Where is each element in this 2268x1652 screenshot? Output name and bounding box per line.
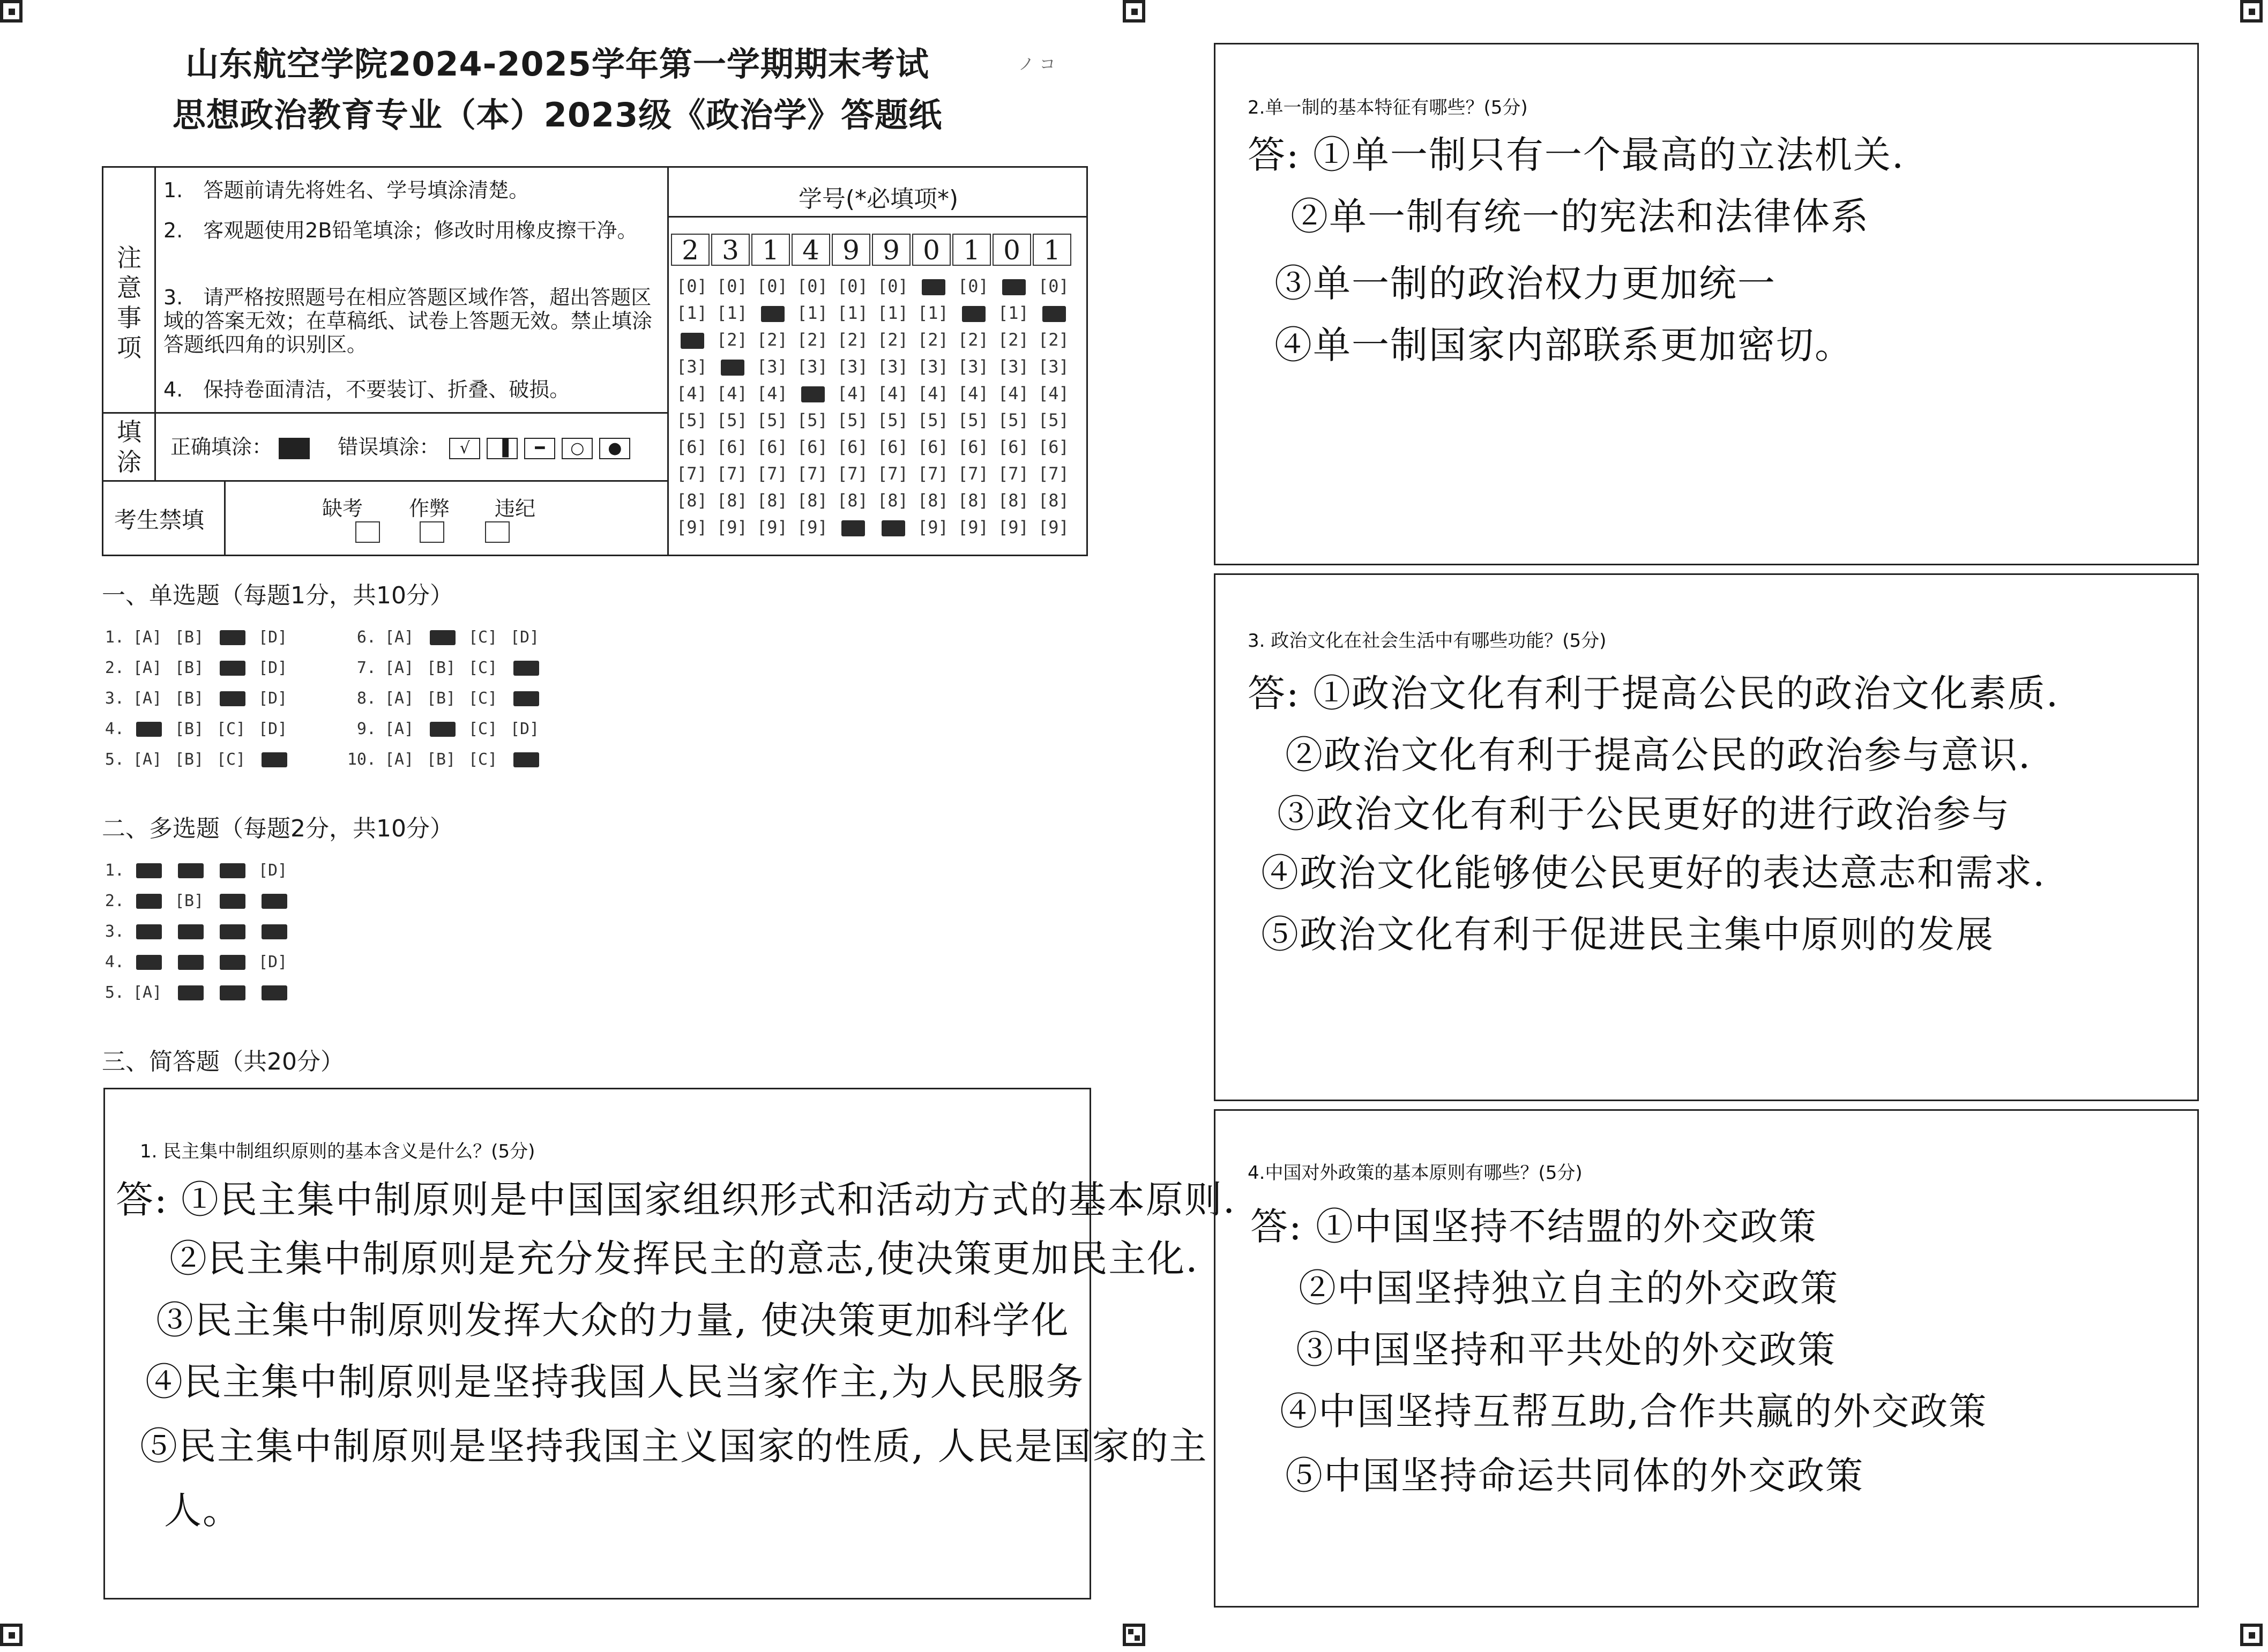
answer-box-q3[interactable] bbox=[1214, 573, 2199, 1101]
choice-option-c[interactable] bbox=[217, 922, 258, 941]
choice-row bbox=[91, 720, 300, 738]
student-id-bubble[interactable]: [7] bbox=[998, 464, 1029, 484]
student-id-digit-cell[interactable]: 4 bbox=[792, 234, 830, 266]
student-id-bubble[interactable]: [8] bbox=[837, 490, 868, 511]
notice-item-3: 3. 请严格按照题号在相应答题区域作答，超出答题区域的答案无效；在草稿纸、试卷上答题无效。禁止填涂答题纸四角的识别区。 bbox=[163, 286, 653, 356]
choice-option-a[interactable]: [A] bbox=[385, 750, 414, 769]
correct-fill-label: 正确填涂： bbox=[170, 435, 273, 459]
student-id-bubble[interactable]: [6] bbox=[998, 437, 1029, 457]
student-id-bubble[interactable]: [5] bbox=[837, 410, 868, 430]
student-id-bubble[interactable]: [3] bbox=[998, 356, 1029, 377]
choice-number: 10. bbox=[347, 750, 376, 769]
choice-option-a[interactable]: [A] bbox=[385, 628, 414, 647]
answer-3-line-5: ⑤政治文化有利于促进民主集中原则的发展 bbox=[1261, 913, 1994, 956]
wrong-fill-dot: ● bbox=[599, 438, 630, 459]
student-id-bubble[interactable] bbox=[1038, 303, 1073, 323]
flag-violation-box[interactable] bbox=[485, 521, 510, 543]
student-id-bubble[interactable]: [7] bbox=[877, 464, 908, 484]
choice-row bbox=[91, 861, 300, 880]
choice-option-b[interactable] bbox=[175, 953, 217, 971]
flag-cheat-label: 作弊 bbox=[409, 497, 450, 520]
answer-1-line-1: 答: ①民主集中制原则是中国国家组织形式和活动方式的基本原则. bbox=[116, 1178, 1236, 1222]
fill-examples bbox=[170, 430, 633, 460]
choice-option-b[interactable] bbox=[175, 922, 217, 941]
notice-item-4: 4. 保持卷面清洁，不要装订、折叠、破损。 bbox=[163, 378, 570, 401]
student-id-bubble[interactable]: [4] bbox=[958, 383, 989, 403]
student-id-bubble[interactable]: [2] bbox=[1038, 330, 1069, 350]
choice-option-d[interactable] bbox=[510, 750, 552, 769]
choice-option-c[interactable]: [C] bbox=[468, 659, 498, 677]
choice-option-b[interactable]: [B] bbox=[175, 892, 204, 910]
student-id-bubble[interactable]: [8] bbox=[877, 490, 908, 511]
choice-number: 2. bbox=[105, 892, 124, 910]
student-id-digit-cell[interactable]: 1 bbox=[751, 234, 790, 266]
choice-option-c[interactable] bbox=[217, 689, 258, 708]
student-id-bubble[interactable]: [5] bbox=[877, 410, 908, 430]
choice-option-b[interactable]: [B] bbox=[175, 659, 204, 677]
answer-3-line-3: ③政治文化有利于公民更好的进行政治参与 bbox=[1277, 792, 2010, 836]
student-id-bubble[interactable]: [0] bbox=[676, 276, 707, 296]
choice-option-b[interactable] bbox=[175, 861, 217, 880]
choice-option-d[interactable]: [D] bbox=[510, 628, 540, 647]
student-id-bubble[interactable]: [5] bbox=[757, 410, 788, 430]
choice-row bbox=[343, 628, 552, 647]
section2-title: 二、多选题（每题2分，共10分） bbox=[102, 815, 453, 842]
choice-option-d[interactable] bbox=[510, 689, 552, 708]
corner-mark-top-right bbox=[2240, 0, 2263, 23]
choice-option-d[interactable]: [D] bbox=[258, 628, 288, 647]
student-id-bubble[interactable]: [6] bbox=[757, 437, 788, 457]
corner-mark-bottom-center bbox=[1123, 1624, 1145, 1646]
choice-number: 7. bbox=[356, 659, 376, 677]
student-id-bubble[interactable]: [8] bbox=[757, 490, 788, 511]
answer-4-line-3: ③中国坚持和平共处的外交政策 bbox=[1296, 1328, 1836, 1372]
choice-row bbox=[91, 983, 300, 1002]
answer-3-line-2: ②政治文化有利于提高公民的政治参与意识. bbox=[1285, 733, 2032, 777]
student-id-bubble[interactable]: [9] bbox=[998, 517, 1029, 537]
student-id-bubble[interactable] bbox=[998, 276, 1033, 296]
student-id-bubble[interactable]: [6] bbox=[797, 437, 828, 457]
examinee-forbidden-label: 考生禁填 bbox=[114, 507, 205, 533]
student-id-bubble[interactable]: [8] bbox=[917, 490, 949, 511]
fill-label: 填涂 bbox=[117, 417, 141, 476]
choice-option-b[interactable]: [B] bbox=[175, 720, 204, 738]
student-id-bubble[interactable]: [1] bbox=[717, 303, 748, 323]
answer-4-line-5: ⑤中国坚持命运共同体的外交政策 bbox=[1285, 1454, 1864, 1498]
student-id-bubble[interactable] bbox=[837, 517, 872, 537]
choice-option-a[interactable] bbox=[133, 922, 175, 941]
choice-number: 5. bbox=[105, 983, 124, 1002]
answer-2-line-1: 答: ①单一制只有一个最高的立法机关. bbox=[1248, 133, 1905, 177]
student-id-bubble[interactable]: [2] bbox=[958, 330, 989, 350]
choice-option-c[interactable]: [C] bbox=[468, 628, 498, 647]
student-id-bubble[interactable]: [0] bbox=[877, 276, 908, 296]
student-id-bubble[interactable]: [3] bbox=[917, 356, 949, 377]
answer-box-q4[interactable] bbox=[1214, 1109, 2199, 1608]
choice-option-c[interactable]: [C] bbox=[468, 720, 498, 738]
student-id-digit-cell[interactable]: 9 bbox=[872, 234, 911, 266]
choice-row bbox=[91, 628, 300, 647]
student-id-bubble[interactable]: [6] bbox=[958, 437, 989, 457]
corner-mark-top-left bbox=[0, 0, 23, 23]
answer-1-line-4: ④民主集中制原则是坚持我国人民当家作主,为人民服务 bbox=[145, 1360, 1085, 1404]
student-id-bubble[interactable]: [1] bbox=[917, 303, 949, 323]
answer-2-line-4: ④单一制国家内部联系更加密切。 bbox=[1274, 323, 1853, 367]
section3-title: 三、简答题（共20分） bbox=[102, 1048, 344, 1075]
answer-1-line-2: ②民主集中制原则是充分发挥民主的意志,使决策更加民主化. bbox=[169, 1237, 1199, 1281]
choice-row bbox=[91, 750, 300, 769]
student-id-bubble[interactable]: [9] bbox=[797, 517, 828, 537]
choice-option-c[interactable] bbox=[217, 659, 258, 677]
student-id-bubble[interactable]: [3] bbox=[757, 356, 788, 377]
choice-number: 4. bbox=[105, 953, 124, 971]
choice-option-b[interactable]: [B] bbox=[175, 750, 204, 769]
student-id-bubble[interactable]: [9] bbox=[676, 517, 707, 537]
answer-4-line-4: ④中国坚持互帮互助,合作共赢的外交政策 bbox=[1280, 1389, 1988, 1433]
student-id-bubble[interactable]: [0] bbox=[757, 276, 788, 296]
student-id-bubble[interactable]: [4] bbox=[676, 383, 707, 403]
student-id-bubble[interactable]: [9] bbox=[958, 517, 989, 537]
student-id-bubble[interactable]: [4] bbox=[917, 383, 949, 403]
choice-option-b[interactable] bbox=[175, 983, 217, 1002]
choice-number: 6. bbox=[356, 628, 376, 647]
choice-option-c[interactable] bbox=[217, 983, 258, 1002]
choice-option-a[interactable]: [A] bbox=[133, 659, 162, 677]
choice-option-d[interactable] bbox=[258, 892, 300, 910]
question-1-prompt: 1. 民主集中制组织原则的基本含义是什么？(5分) bbox=[140, 1141, 535, 1162]
wrong-fill-check: √ bbox=[449, 438, 480, 459]
choice-option-b[interactable]: [B] bbox=[427, 689, 456, 708]
student-id-bubble[interactable]: [7] bbox=[757, 464, 788, 484]
choice-option-c[interactable] bbox=[217, 953, 258, 971]
student-id-bubble[interactable]: [3] bbox=[877, 356, 908, 377]
notice-item-1: 1. 答题前请先将姓名、学号填涂清楚。 bbox=[163, 178, 529, 202]
student-id-bubble[interactable]: [9] bbox=[1038, 517, 1069, 537]
student-id-bubble[interactable]: [2] bbox=[717, 330, 748, 350]
student-id-bubble[interactable]: [7] bbox=[958, 464, 989, 484]
choice-option-d[interactable] bbox=[258, 922, 300, 941]
choice-option-c[interactable]: [C] bbox=[217, 750, 246, 769]
choice-option-a[interactable] bbox=[133, 861, 175, 880]
student-id-bubble[interactable] bbox=[917, 276, 953, 296]
student-id-bubble[interactable] bbox=[676, 330, 712, 350]
student-id-bubble[interactable]: [6] bbox=[917, 437, 949, 457]
student-id-bubble[interactable]: [3] bbox=[837, 356, 868, 377]
section1-title: 一、单选题（每题1分，共10分） bbox=[102, 582, 453, 609]
student-id-label: 学号(*必填项*) bbox=[798, 185, 959, 213]
student-id-bubble[interactable] bbox=[797, 383, 832, 403]
student-id-bubble[interactable]: [5] bbox=[676, 410, 707, 430]
student-id-bubble[interactable]: [8] bbox=[958, 490, 989, 511]
choice-option-d[interactable]: [D] bbox=[258, 720, 288, 738]
student-id-bubble[interactable]: [7] bbox=[1038, 464, 1069, 484]
student-id-bubble[interactable]: [7] bbox=[797, 464, 828, 484]
student-id-bubble[interactable]: [0] bbox=[1038, 276, 1069, 296]
student-id-bubble[interactable]: [8] bbox=[1038, 490, 1069, 511]
choice-option-a[interactable]: [A] bbox=[133, 750, 162, 769]
student-id-bubble[interactable]: [5] bbox=[797, 410, 828, 430]
choice-option-a[interactable]: [A] bbox=[385, 689, 414, 708]
answer-box-q2[interactable] bbox=[1214, 43, 2199, 565]
student-id-bubble[interactable]: [3] bbox=[797, 356, 828, 377]
choice-option-a[interactable]: [A] bbox=[133, 983, 162, 1002]
choice-option-c[interactable] bbox=[217, 628, 258, 647]
choice-option-d[interactable] bbox=[258, 983, 300, 1002]
choice-option-b[interactable] bbox=[427, 628, 468, 647]
choice-option-d[interactable] bbox=[258, 750, 300, 769]
student-id-bubble[interactable]: [7] bbox=[917, 464, 949, 484]
student-id-bubble[interactable]: [0] bbox=[717, 276, 748, 296]
corner-scribble: ノ コ bbox=[1018, 55, 1056, 74]
choice-row bbox=[343, 689, 552, 708]
wrong-fill-bar: ▐ bbox=[487, 438, 518, 459]
choice-number: 3. bbox=[105, 922, 124, 941]
answer-3-line-4: ④政治文化能够使公民更好的表达意志和需求. bbox=[1261, 851, 2046, 895]
choice-option-b[interactable] bbox=[427, 720, 468, 738]
flag-absent-label: 缺考 bbox=[322, 497, 363, 520]
choice-row bbox=[343, 750, 552, 769]
student-id-bubble[interactable]: [9] bbox=[917, 517, 949, 537]
choice-option-c[interactable]: [C] bbox=[468, 750, 498, 769]
wrong-fill-label: 错误填涂： bbox=[338, 435, 440, 459]
student-id-bubble[interactable]: [4] bbox=[998, 383, 1029, 403]
choice-option-a[interactable]: [A] bbox=[385, 659, 414, 677]
choice-number: 9. bbox=[356, 720, 376, 738]
student-id-digit-cell[interactable]: 1 bbox=[952, 234, 991, 266]
choice-number: 4. bbox=[105, 720, 124, 738]
student-id-bubble[interactable]: [7] bbox=[717, 464, 748, 484]
answer-1-line-6: 人。 bbox=[164, 1489, 241, 1533]
student-id-bubble[interactable]: [1] bbox=[797, 303, 828, 323]
choice-option-d[interactable]: [D] bbox=[258, 953, 288, 971]
student-id-bubble[interactable]: [2] bbox=[797, 330, 828, 350]
student-id-bubble[interactable]: [4] bbox=[757, 383, 788, 403]
flag-violation-label: 违纪 bbox=[495, 497, 536, 520]
student-id-bubble[interactable]: [8] bbox=[797, 490, 828, 511]
student-id-bubble[interactable]: [2] bbox=[757, 330, 788, 350]
student-id-bubble[interactable]: [3] bbox=[676, 356, 707, 377]
student-id-bubble[interactable]: [4] bbox=[717, 383, 748, 403]
student-id-bubble[interactable]: [2] bbox=[917, 330, 949, 350]
choice-row bbox=[91, 689, 300, 708]
corner-mark-top-center bbox=[1123, 0, 1145, 23]
choice-number: 2. bbox=[105, 659, 124, 677]
student-id-bubble[interactable]: [3] bbox=[1038, 356, 1069, 377]
choice-option-b[interactable]: [B] bbox=[175, 628, 204, 647]
choice-option-d[interactable]: [D] bbox=[258, 689, 288, 708]
student-id-bubble[interactable]: [1] bbox=[837, 303, 868, 323]
choice-row bbox=[91, 922, 300, 941]
student-id-bubble[interactable]: [7] bbox=[837, 464, 868, 484]
student-id-bubble[interactable]: [5] bbox=[998, 410, 1029, 430]
choice-row bbox=[91, 659, 300, 677]
student-id-bubble[interactable] bbox=[958, 303, 993, 323]
choice-row bbox=[91, 892, 300, 910]
choice-option-a[interactable]: [A] bbox=[133, 628, 162, 647]
student-id-bubble[interactable]: [5] bbox=[958, 410, 989, 430]
question-3-prompt: 3. 政治文化在社会生活中有哪些功能？(5分) bbox=[1248, 630, 1607, 652]
student-id-bubble[interactable]: [0] bbox=[797, 276, 828, 296]
student-id-bubble[interactable]: [6] bbox=[717, 437, 748, 457]
student-id-bubble[interactable]: [6] bbox=[676, 437, 707, 457]
wrong-fill-dash: ━ bbox=[524, 438, 555, 459]
student-id-bubble[interactable]: [2] bbox=[837, 330, 868, 350]
answer-box-q1[interactable] bbox=[103, 1088, 1236, 1599]
choice-option-a[interactable] bbox=[133, 720, 175, 738]
student-id-bubble[interactable]: [7] bbox=[676, 464, 707, 484]
student-id-bubble[interactable]: [9] bbox=[757, 517, 788, 537]
choice-option-c[interactable]: [C] bbox=[217, 720, 246, 738]
corner-mark-bottom-right bbox=[2240, 1624, 2263, 1646]
choice-option-d[interactable]: [D] bbox=[258, 861, 288, 880]
choice-option-a[interactable]: [A] bbox=[385, 720, 414, 738]
student-id-bubble[interactable]: [3] bbox=[958, 356, 989, 377]
flag-absent-box[interactable] bbox=[355, 521, 380, 543]
correct-fill-sample bbox=[279, 438, 310, 459]
choice-number: 1. bbox=[105, 861, 124, 880]
choice-row bbox=[343, 659, 552, 677]
student-id-bubble[interactable]: [1] bbox=[676, 303, 707, 323]
student-id-bubble[interactable]: [4] bbox=[877, 383, 908, 403]
choice-number: 1. bbox=[105, 628, 124, 647]
answer-1-line-3: ③民主集中制原则发挥大众的力量, 使决策更加科学化 bbox=[156, 1298, 1070, 1342]
student-id-digit-cell[interactable]: 3 bbox=[711, 234, 750, 266]
choice-option-c[interactable] bbox=[217, 892, 258, 910]
choice-option-a[interactable] bbox=[133, 953, 175, 971]
choice-number: 8. bbox=[356, 689, 376, 708]
choice-option-a[interactable]: [A] bbox=[133, 689, 162, 708]
student-id-digit-cell[interactable]: 0 bbox=[912, 234, 951, 266]
exam-title-line1: 山东航空学院2024-2025学年第一学期期末考试 bbox=[185, 44, 929, 84]
answer-2-line-3: ③单一制的政治权力更加统一 bbox=[1274, 261, 1776, 305]
student-id-digit-cell[interactable]: 2 bbox=[671, 234, 710, 266]
choice-option-c[interactable]: [C] bbox=[468, 689, 498, 708]
student-id-bubble[interactable]: [1] bbox=[998, 303, 1029, 323]
choice-option-d[interactable]: [D] bbox=[510, 720, 540, 738]
answer-3-line-1: 答: ①政治文化有利于提高公民的政治文化素质. bbox=[1248, 671, 2060, 715]
student-id-bubble[interactable]: [6] bbox=[837, 437, 868, 457]
student-id-bubble[interactable]: [6] bbox=[1038, 437, 1069, 457]
corner-mark-bottom-left bbox=[0, 1624, 23, 1646]
flag-cheat-box[interactable] bbox=[420, 521, 444, 543]
student-id-bubble[interactable]: [9] bbox=[717, 517, 748, 537]
student-id-digit-cell[interactable]: 0 bbox=[993, 234, 1031, 266]
question-4-prompt: 4.中国对外政策的基本原则有哪些？(5分) bbox=[1248, 1162, 1583, 1184]
choice-number: 5. bbox=[105, 750, 124, 769]
choice-option-c[interactable] bbox=[217, 861, 258, 880]
student-id-bubble[interactable]: [0] bbox=[837, 276, 868, 296]
student-id-bubble[interactable]: [8] bbox=[676, 490, 707, 511]
choice-option-d[interactable] bbox=[510, 659, 552, 677]
student-id-digit-cell[interactable]: 9 bbox=[832, 234, 870, 266]
student-id-bubble[interactable]: [5] bbox=[1038, 410, 1069, 430]
choice-option-b[interactable]: [B] bbox=[175, 689, 204, 708]
student-id-digit-cell[interactable]: 1 bbox=[1033, 234, 1071, 266]
student-id-bubble[interactable]: [0] bbox=[958, 276, 989, 296]
choice-option-b[interactable]: [B] bbox=[427, 659, 456, 677]
student-id-bubble[interactable]: [2] bbox=[877, 330, 908, 350]
student-id-bubble[interactable]: [4] bbox=[1038, 383, 1069, 403]
answer-4-line-1: 答: ①中国坚持不结盟的外交政策 bbox=[1250, 1205, 1817, 1249]
answer-2-line-2: ②单一制有统一的宪法和法律体系 bbox=[1290, 195, 1869, 238]
notice-item-2: 2. 客观题使用2B铅笔填涂；修改时用橡皮擦干净。 bbox=[163, 219, 638, 242]
student-id-bubble[interactable] bbox=[717, 356, 752, 377]
exam-title-line2: 思想政治教育专业（本）2023级《政治学》答题纸 bbox=[172, 95, 943, 134]
question-2-prompt: 2.单一制的基本特征有哪些？(5分) bbox=[1248, 97, 1528, 118]
answer-4-line-2: ②中国坚持独立自主的外交政策 bbox=[1299, 1266, 1839, 1310]
choice-number: 3. bbox=[105, 689, 124, 708]
student-id-bubble[interactable]: [5] bbox=[917, 410, 949, 430]
student-id-bubble[interactable] bbox=[757, 303, 792, 323]
choice-option-a[interactable] bbox=[133, 892, 175, 910]
student-id-bubble[interactable]: [8] bbox=[717, 490, 748, 511]
choice-row bbox=[91, 953, 300, 971]
choice-option-b[interactable]: [B] bbox=[427, 750, 456, 769]
student-id-bubble[interactable]: [1] bbox=[877, 303, 908, 323]
student-id-bubble[interactable] bbox=[877, 517, 913, 537]
choice-row bbox=[343, 720, 552, 738]
wrong-fill-circle: ○ bbox=[562, 438, 593, 459]
student-id-bubble[interactable]: [6] bbox=[877, 437, 908, 457]
answer-1-line-5: ⑤民主集中制原则是坚持我国主义国家的性质, 人民是国家的主 bbox=[140, 1424, 1208, 1468]
student-id-bubble[interactable]: [4] bbox=[837, 383, 868, 403]
student-id-bubble[interactable]: [8] bbox=[998, 490, 1029, 511]
student-id-bubble[interactable]: [2] bbox=[998, 330, 1029, 350]
student-id-bubble[interactable]: [5] bbox=[717, 410, 748, 430]
notice-label: 注意事项 bbox=[117, 243, 141, 362]
choice-option-d[interactable]: [D] bbox=[258, 659, 288, 677]
